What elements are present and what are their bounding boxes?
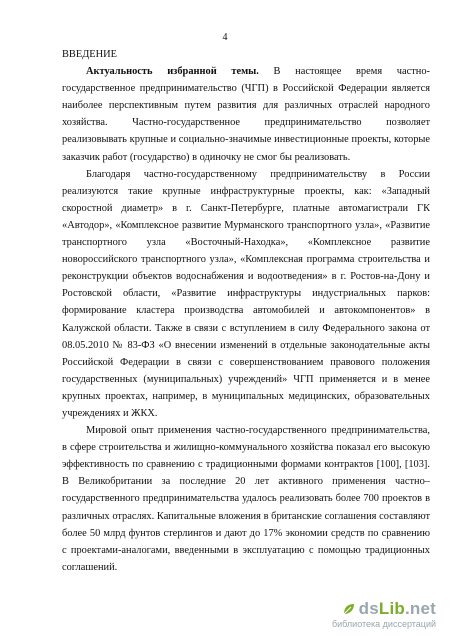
watermark-brand-main: Lib bbox=[378, 599, 405, 618]
page-number: 4 bbox=[222, 32, 228, 43]
leaf-icon bbox=[342, 602, 356, 616]
watermark-logo bbox=[342, 599, 436, 619]
paragraph-lead: Актуальность избранной темы. bbox=[86, 66, 259, 78]
paragraph-projects: Благодаря частно-государственному предпринимательству в России реализуются такие крупные инфраструктурные проекты, как: «Западный скоростной диаметр» в г. Санкт-Петербурге, платные автомагистрали ГК «Автодор», «Комплексное развитие Мурманского транспортного узла», «Развитие транспортного узла «Восточный-Находка», «Комплексное развитие новороссийского транспортного узла», «Комплексная программа строительства и реконструкции объектов водоснабжения и водоотведения» в г. Ростов-на-Дону и Ростовской области, «Развитие инфраструктуры индустриальных парков: формирование кластера производства автомобилей и автокомпонентов» в Калужской области. Также в связи с вступлением в силу Федерального закона от 08.05.2010 № 83-ФЗ «О внесении изменений в отдельные законодательные акты Российской Федерации в связи с совершенствованием правового положения государственных (муниципальных) учреждений» ЧГП применяется и в менее крупных проектах, например, в муниципальных медицинских, образовательных учреждениях и ЖКХ. bbox=[62, 168, 430, 419]
watermark-brand-suffix: .net bbox=[404, 599, 436, 618]
paragraph-relevance bbox=[62, 63, 430, 166]
dslib-watermark bbox=[316, 599, 436, 629]
paragraph-world-experience: Мировой опыт применения частно-государственного предпринимательства, в сфере строительства и жилищно-коммунального хозяйства показал его высокую эффективность по сравнению с традиционными формами контрактов [100], [103]. В Великобритании за последние 20 лет активного применения частно–государственного предпринимательства удалось реализовать более 700 проектов в различных отраслях. Капитальные вложения в британские соглашения составляют более 50 млрд фунтов стерлингов и дают до 17% экономии средств по сравнению с проектами-аналогами, введенными в эксплуатацию с помощью традиционных соглашений. bbox=[62, 425, 430, 573]
section-heading: ВВЕДЕНИЕ bbox=[62, 49, 117, 60]
paragraph-text: В настоящее время частно-государственное предпринимательство (ЧГП) в Российской Федерации является наиболее перспективным путем развития для различных отраслей народного хозяйства. Частно-государственное предпринимательство позволяет реализовывать крупные и социально-значимые инвестиционные проекты, которые заказчик работ (государство) в одиночку не смог бы реализовать. bbox=[62, 66, 430, 163]
watermark-brand-prefix: ds bbox=[358, 599, 379, 618]
document-body bbox=[62, 46, 430, 576]
watermark-subtitle: библиотека диссертаций bbox=[331, 619, 436, 629]
